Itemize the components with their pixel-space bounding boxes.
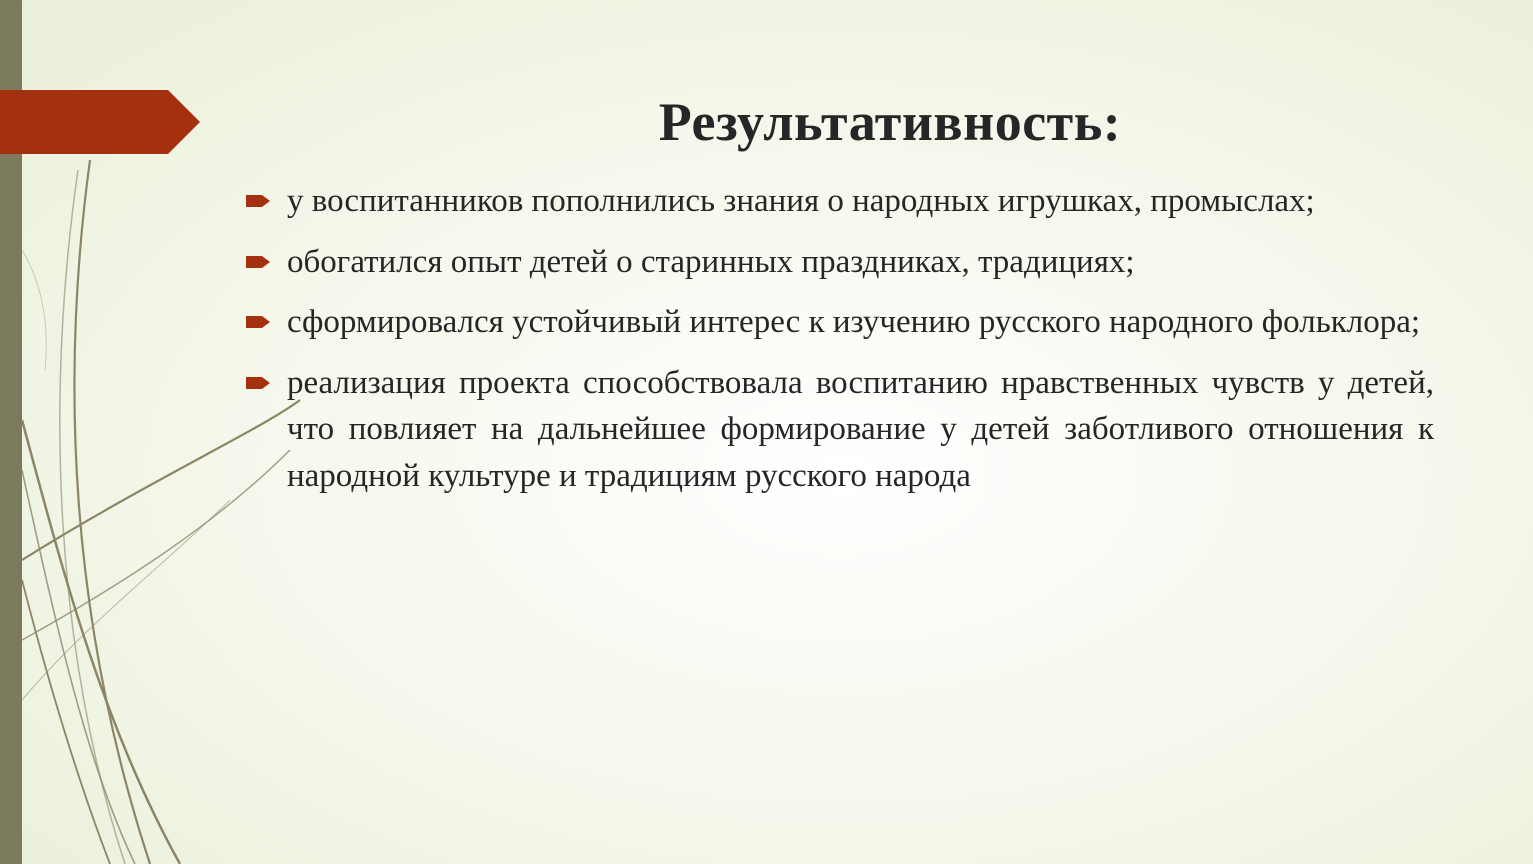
list-item xyxy=(244,239,1434,286)
title-arrow-banner xyxy=(0,90,200,154)
bullet-text: у воспитанников пополнились знания о народных игрушках, промыслах; xyxy=(287,183,1315,219)
list-item xyxy=(244,299,1434,346)
arrow-bullet-icon xyxy=(246,256,270,268)
bullet-text: реализация проекта способствовала воспитанию нравственных чувств у детей, что повлияет на дальнейшее формирование у детей заботливого отношения к народной культуре и традициям русского народа xyxy=(287,364,1434,494)
side-bar xyxy=(0,0,22,864)
list-item xyxy=(244,178,1434,225)
list-item xyxy=(244,360,1434,500)
arrow-bullet-icon xyxy=(246,195,270,207)
slide-title: Результативность: xyxy=(658,92,1122,152)
arrow-bullet-icon xyxy=(246,316,270,328)
bullet-text: сформировался устойчивый интерес к изучению русского народного фольклора; xyxy=(287,304,1421,340)
arrow-bullet-icon xyxy=(246,377,270,389)
bullet-text: обогатился опыт детей о старинных праздниках, традициях; xyxy=(287,243,1135,280)
bullet-list xyxy=(244,178,1434,513)
